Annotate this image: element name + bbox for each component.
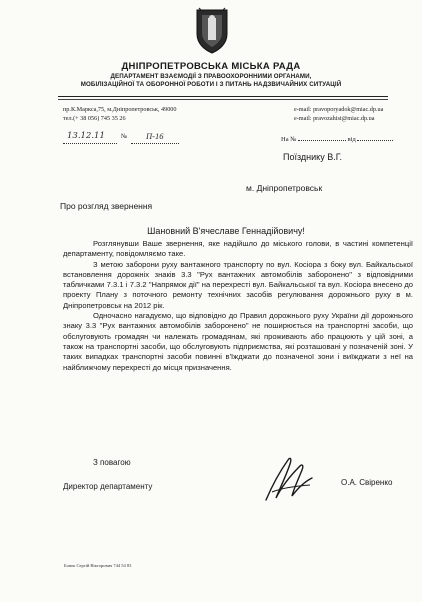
outgoing-reference <box>63 133 183 145</box>
body-paragraph-1: Розглянувши Ваше звернення, яке надійшло до міського голови, в частині компетенції департаменту, повідомляємо таке. <box>63 239 413 259</box>
subject-line: Про розгляд звернення <box>60 201 153 211</box>
executor-note: Бовок Сергій Вікторович 744 54 83 <box>64 563 132 568</box>
incoming-number-label: На № <box>281 136 297 143</box>
reference-date: 13.12.11 <box>67 131 105 141</box>
email-2: e-mail: pravozahist@miac.dp.ua <box>294 114 375 122</box>
letter-body <box>63 239 413 373</box>
handwritten-signature <box>258 452 318 506</box>
reference-number-label: № <box>121 133 128 140</box>
phone-line: тел.(+ 38 056) 745 35 26 <box>63 114 126 122</box>
city: м. Дніпропетровськ <box>246 183 323 193</box>
signer-name: О.А. Свіренко <box>341 478 393 487</box>
department-line-1: ДЕПАРТАМЕНТ ВЗАЄМОДІЇ З ПРАВООХОРОННИМИ ОРГАНАМИ, <box>110 73 312 80</box>
number-underline <box>131 143 179 144</box>
incoming-number-blank <box>298 133 346 141</box>
sender-emails <box>294 106 383 123</box>
council-name: ДНІПРОПЕТРОВСЬКА МІСЬКА РАДА <box>121 61 301 72</box>
closing-regards: З повагою <box>93 458 131 467</box>
email-1: e-mail: pravoporyadok@miac.dp.ua <box>294 106 384 113</box>
body-paragraph-2: З метою заборони руху вантажного транспорту по вул. Косіора з боку вул. Байкальської встановлення дорожніх знаків 3.3 "Рух вантажних автомобілів заборонено" з відповідними табличками 7.3.1 і 7.3.2 "Напрямок дії" на перехресті вул. Байкальської та вул. Косіора внесено до проекту Плану з поточного ремонту технічних засобів регулювання дорожнього руху в м. Дніпропетровськ на 2012 рік. <box>63 259 413 310</box>
addressee: Поїзднику В.Г. <box>283 152 342 162</box>
signer-position: Директор департаменту <box>63 482 153 491</box>
body-paragraph-3: Одночасно нагадуємо, що відповідно до Правил дорожнього руху України дії дорожнього знаку 3.3 "Рух вантажних автомобілів заборонено" не поширюється на транспортні засоби, що обслуговують громадян чи належать громадянам, які проживають або працюють у цій зоні, а також на транспортні засоби, що обслуговують підприємства, які розташовані у позначеній зоні. У таких випадках транспортні засоби повинні в'їжджати до позначеної зони і виїжджати з неї на найближчому перехресті до місця призначення. <box>63 311 413 372</box>
city-coat-of-arms-icon <box>193 6 231 56</box>
letterhead-divider <box>58 96 388 97</box>
date-underline <box>63 143 117 144</box>
incoming-date-label: від <box>347 136 356 143</box>
incoming-reference <box>281 133 401 143</box>
letterhead-divider-thin <box>58 99 388 100</box>
reference-number: П-16 <box>146 131 164 141</box>
incoming-date-blank <box>357 133 393 141</box>
address-line: пр.К.Маркса,75, м.Дніпропетровськ, 49000 <box>63 106 177 113</box>
sender-address <box>63 106 176 123</box>
greeting: Шановний В'ячеславе Геннадійовичу! <box>147 226 305 236</box>
department-line-2: МОБІЛІЗАЦІЙНОЇ ТА ОБОРОННОЇ РОБОТИ І З ПИТАНЬ НАДЗВИЧАЙНИХ СИТУАЦІЙ <box>80 81 342 88</box>
department-name <box>0 73 422 89</box>
